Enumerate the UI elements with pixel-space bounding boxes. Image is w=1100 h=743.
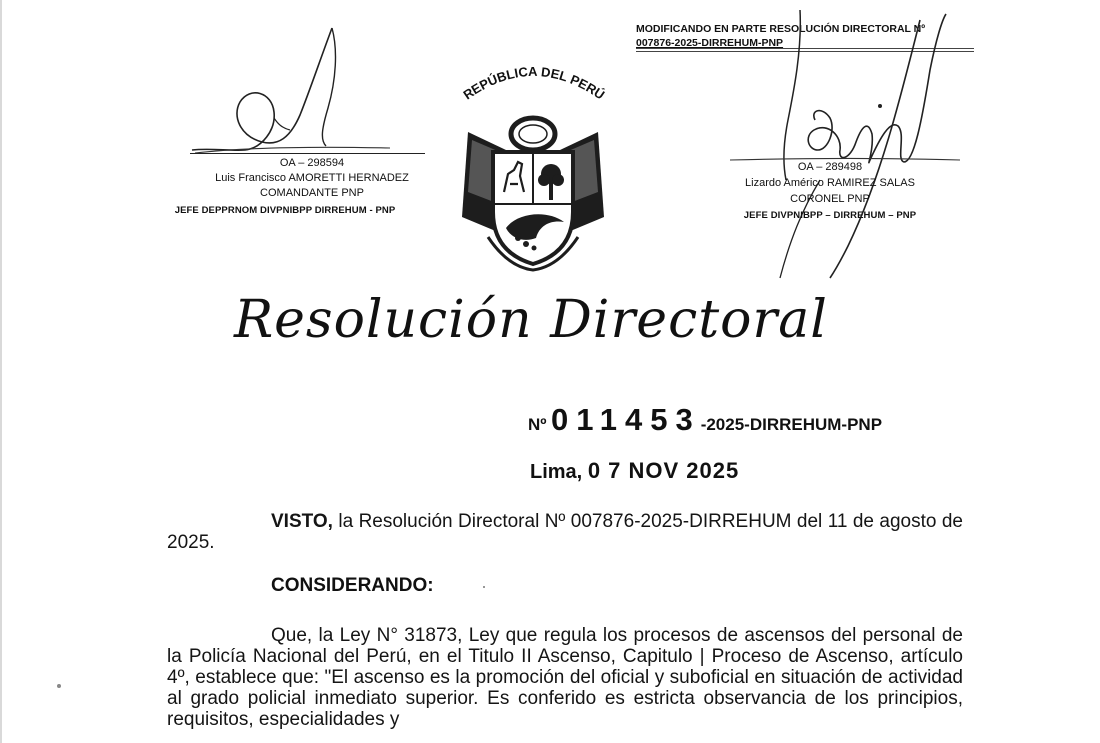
resolution-number-suffix: -2025-DIRREHUM-PNP <box>700 415 883 434</box>
visto-label: VISTO, <box>271 511 333 532</box>
left-signatory-position: JEFE DEPPRNOM DIVPNIBPP DIRREHUM - PNP <box>174 205 396 216</box>
margin-dot <box>57 684 61 688</box>
modification-reference-number: 007876-2025-DIRREHUM-PNP <box>636 37 784 49</box>
right-signatory-position: JEFE DIVPNIBPP – DIRREHUM – PNP <box>743 210 917 221</box>
left-signatory-rank: COMANDANTE PNP <box>260 187 364 199</box>
right-signatory-rank: CORONEL PNP <box>790 193 870 205</box>
left-signature-block <box>150 20 420 220</box>
right-signatory-code: OA – 289498 <box>797 161 863 173</box>
right-handwritten-signature <box>690 10 1020 280</box>
visto-text: la Resolución Directoral Nº 007876-2025-DIRREHUM del 11 de agosto de 2025. <box>167 511 963 553</box>
left-signature-line <box>190 153 425 154</box>
coat-of-arms-emblem <box>448 52 618 277</box>
document-title: Resolución Directoral <box>234 290 828 350</box>
place: Lima, <box>530 461 583 483</box>
speck <box>483 586 485 588</box>
left-signatory-code: OA – 298594 <box>279 157 345 169</box>
seal-caption: REPÚBLICA DEL PERÚ <box>460 63 608 103</box>
right-signature-block <box>690 10 1020 280</box>
national-coat-of-arms <box>448 52 618 277</box>
considerando-paragraph-1: Que, la Ley N° 31873, Ley que regula los procesos de ascensos del personal de la Policía Nacional del Perú, en el Titulo II Ascenso, Capitulo | Proceso de Ascenso, artículo 4º, establece que: "El ascenso es la promoción del oficial y suboficial en situación de actividad al grado policial inmediato superior. Es conferido es estricta observancia de los principios, requisitos, especialidades y <box>167 625 963 730</box>
right-signatory-name: Lizardo Américo RAMIREZ SALAS <box>745 177 915 189</box>
date-stamp: 0 7 NOV 2025 <box>587 458 740 483</box>
place-date <box>530 458 739 484</box>
left-handwritten-signature <box>150 20 420 160</box>
page-edge <box>0 0 2 743</box>
visto-paragraph <box>167 511 963 553</box>
resolution-number-prefix: Nº <box>528 415 547 434</box>
resolution-number-value: 011453 <box>550 402 701 437</box>
considerando-heading: CONSIDERANDO: <box>271 575 434 596</box>
left-signatory-name: Luis Francisco AMORETTI HERNADEZ <box>215 172 409 184</box>
resolution-number <box>528 402 882 438</box>
modification-reference-line1: MODIFICANDO EN PARTE RESOLUCIÓN DIRECTORAL Nº <box>636 23 926 35</box>
